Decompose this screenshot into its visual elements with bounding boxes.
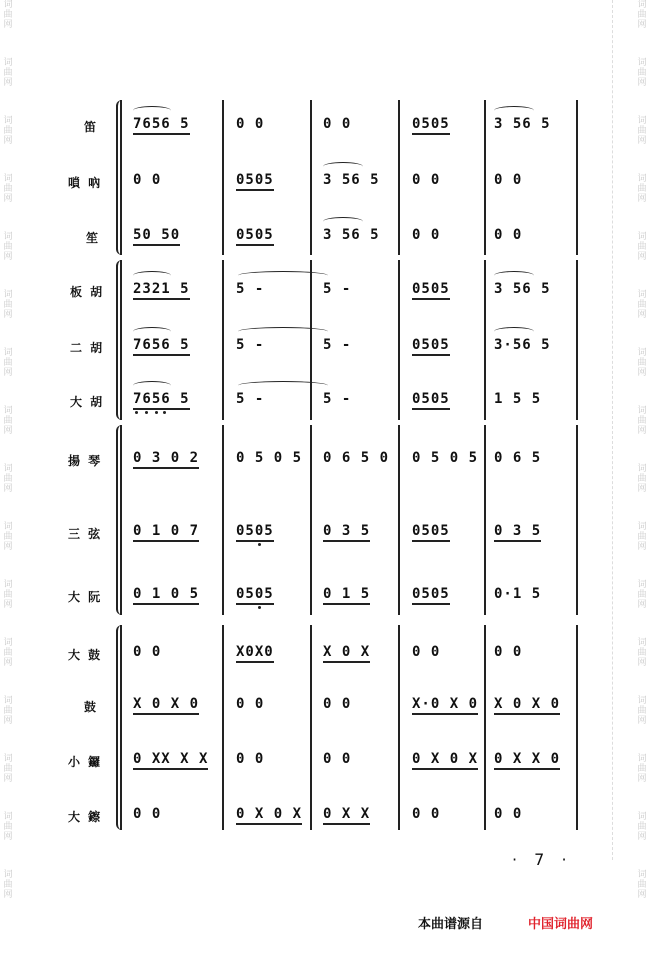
instrument-label: 小 鑼	[68, 755, 103, 769]
watermark-char: 网	[3, 890, 13, 900]
watermark-char: 曲	[3, 764, 13, 774]
measure-notes: 0·1 5	[494, 586, 542, 602]
watermark-char: 曲	[3, 532, 13, 542]
measure-notes: 3 56 5	[323, 172, 380, 188]
tie	[238, 381, 328, 390]
watermark-char: 词	[3, 754, 13, 764]
watermark-char: 曲	[3, 68, 13, 78]
measure-notes: 5 -	[236, 391, 265, 407]
slur	[494, 106, 534, 115]
watermark-char: 曲	[637, 184, 647, 194]
watermark-char: 网	[3, 658, 13, 668]
watermark-char: 网	[637, 252, 647, 262]
barline	[310, 260, 312, 420]
watermark-char: 网	[637, 426, 647, 436]
measure-notes: 3 56 5	[494, 281, 551, 297]
watermark-char: 曲	[637, 416, 647, 426]
instrument-label: 三 弦	[68, 527, 103, 541]
watermark-char: 曲	[637, 126, 647, 136]
measure-notes: 0 X X	[323, 806, 370, 825]
watermark-char: 网	[637, 310, 647, 320]
instrument-label: 二 胡	[70, 341, 105, 355]
watermark-char: 词	[3, 812, 13, 822]
watermark-char: 词	[637, 116, 647, 126]
instrument-label: 嗩 吶	[68, 176, 103, 190]
watermark-char: 词	[637, 696, 647, 706]
watermark-char: 曲	[637, 474, 647, 484]
measure-notes: 0 0	[236, 696, 265, 712]
watermark-char: 网	[637, 484, 647, 494]
watermark-char: 曲	[3, 10, 13, 20]
barline	[484, 260, 486, 420]
measure-notes: 7656 5	[133, 116, 190, 135]
barline	[576, 425, 578, 615]
octave-dot	[155, 411, 158, 414]
watermark-char: 网	[3, 716, 13, 726]
slur	[323, 162, 363, 171]
slur	[133, 271, 171, 280]
barline	[310, 425, 312, 615]
measure-notes: 0 X 0 X	[412, 751, 478, 770]
footer-source-label: 本曲谱源自	[418, 917, 484, 932]
measure-notes: 0505	[412, 523, 450, 542]
watermark-char: 词	[3, 174, 13, 184]
watermark-char: 网	[3, 310, 13, 320]
watermark-char: 词	[3, 638, 13, 648]
watermark-char: 曲	[637, 300, 647, 310]
watermark-char: 曲	[637, 648, 647, 658]
watermark-char: 曲	[3, 300, 13, 310]
watermark-char: 网	[3, 136, 13, 146]
instrument-label: 笛	[84, 120, 99, 134]
watermark-char: 网	[637, 600, 647, 610]
watermark-char: 词	[637, 870, 647, 880]
measure-notes: 0505	[412, 281, 450, 300]
instrument-label: 板 胡	[70, 285, 105, 299]
watermark-char: 网	[637, 890, 647, 900]
slur	[133, 106, 171, 115]
measure-notes: 0 1 0 5	[133, 586, 199, 605]
barline	[398, 100, 400, 255]
watermark-char: 词	[637, 58, 647, 68]
measure-notes: 0 5 0 5	[236, 450, 303, 466]
watermark-char: 网	[637, 774, 647, 784]
watermark-char: 词	[3, 406, 13, 416]
instrument-label: 揚 琴	[68, 454, 103, 468]
measure-notes: 0 X X 0	[494, 751, 560, 770]
watermark-char: 词	[3, 348, 13, 358]
measure-notes: 0505	[236, 172, 274, 191]
group-brace	[116, 625, 124, 830]
watermark-char: 词	[3, 870, 13, 880]
measure-notes: 0 0	[412, 227, 441, 243]
watermark-char: 词	[637, 522, 647, 532]
instrument-label: 笙	[86, 231, 101, 245]
octave-dot	[258, 543, 261, 546]
footer-site-name: 中国词曲网	[528, 917, 594, 932]
measure-notes: 0 0	[323, 751, 352, 767]
measure-notes: 0 0	[133, 644, 162, 660]
watermark-char: 曲	[3, 706, 13, 716]
watermark-char: 网	[3, 78, 13, 88]
measure-notes: 0 0	[412, 172, 441, 188]
barline	[484, 425, 486, 615]
measure-notes: 0 5 0 5	[412, 450, 479, 466]
watermark-char: 曲	[637, 532, 647, 542]
measure-notes: 0505	[412, 116, 450, 135]
octave-dot	[163, 411, 166, 414]
measure-notes: X0X0	[236, 644, 274, 663]
measure-notes: 0 6 5 0	[323, 450, 390, 466]
measure-notes: 0 1 5	[323, 586, 370, 605]
watermark-char: 词	[637, 464, 647, 474]
measure-notes: 2321 5	[133, 281, 190, 300]
slur	[494, 327, 534, 336]
watermark-char: 词	[637, 406, 647, 416]
watermark-char: 词	[3, 464, 13, 474]
measure-notes: 5 -	[236, 281, 265, 297]
measure-notes: 3·56 5	[494, 337, 551, 353]
watermark-char: 词	[3, 58, 13, 68]
measure-notes: 0 0	[494, 172, 523, 188]
watermark-char: 网	[637, 658, 647, 668]
watermark-char: 曲	[3, 242, 13, 252]
measure-notes: 0 X 0 X	[236, 806, 302, 825]
measure-notes: 0 3 5	[323, 523, 370, 542]
measure-notes: 50 50	[133, 227, 180, 246]
barline	[576, 260, 578, 420]
measure-notes: 0 0	[133, 806, 162, 822]
measure-notes: 0505	[236, 523, 274, 542]
watermark-char: 词	[3, 232, 13, 242]
group-brace	[116, 425, 124, 615]
measure-notes: 0 0	[412, 806, 441, 822]
watermark-char: 网	[3, 774, 13, 784]
measure-notes: 0505	[412, 337, 450, 356]
watermark-char: 词	[3, 696, 13, 706]
watermark-char: 网	[637, 716, 647, 726]
watermark-char: 词	[637, 580, 647, 590]
watermark-char: 网	[637, 542, 647, 552]
barline	[310, 100, 312, 255]
watermark-char: 曲	[3, 358, 13, 368]
measure-notes: 0 6 5	[494, 450, 542, 466]
tie	[238, 327, 328, 336]
measure-notes: 0505	[412, 391, 450, 410]
slur	[494, 271, 534, 280]
instrument-label: 鼓	[84, 700, 99, 714]
watermark-char: 网	[637, 368, 647, 378]
barline	[484, 100, 486, 255]
page-number: · 7 ·	[512, 850, 573, 869]
watermark-char: 曲	[637, 68, 647, 78]
watermark-char: 网	[3, 252, 13, 262]
measure-notes: 0 XX X X	[133, 751, 208, 770]
watermark-char: 词	[3, 116, 13, 126]
watermark-char: 词	[637, 638, 647, 648]
group-brace	[116, 260, 124, 420]
measure-notes: X 0 X	[323, 644, 370, 663]
measure-notes: 5 -	[323, 391, 352, 407]
instrument-label: 大 阮	[68, 590, 103, 604]
watermark-char: 网	[3, 426, 13, 436]
watermark-char: 词	[3, 522, 13, 532]
watermark-char: 曲	[637, 590, 647, 600]
watermark-char: 网	[3, 542, 13, 552]
measure-notes: 0 0	[236, 116, 265, 132]
measure-notes: X 0 X 0	[133, 696, 199, 715]
measure-notes: 0505	[236, 227, 274, 246]
tie	[238, 271, 328, 280]
measure-notes: 0 0	[236, 751, 265, 767]
watermark-char: 词	[637, 174, 647, 184]
watermark-char: 曲	[3, 822, 13, 832]
measure-notes: 0 0	[412, 644, 441, 660]
watermark-char: 网	[3, 368, 13, 378]
watermark-char: 曲	[637, 10, 647, 20]
watermark-char: 曲	[3, 590, 13, 600]
watermark-char: 曲	[3, 184, 13, 194]
watermark-right	[635, 0, 649, 928]
watermark-char: 词	[3, 580, 13, 590]
watermark-char: 词	[3, 0, 13, 10]
measure-notes: 3 56 5	[323, 227, 380, 243]
watermark-char: 词	[637, 232, 647, 242]
instrument-label: 大 鑔	[68, 810, 103, 824]
measure-notes: 7656 5	[133, 337, 190, 356]
measure-notes: 0 3 5	[494, 523, 541, 542]
watermark-char: 词	[637, 290, 647, 300]
slur	[133, 327, 171, 336]
measure-notes: 0 0	[323, 696, 352, 712]
watermark-char: 曲	[3, 474, 13, 484]
watermark-char: 曲	[637, 358, 647, 368]
watermark-char: 网	[3, 20, 13, 30]
barline	[222, 260, 224, 420]
watermark-char: 曲	[3, 416, 13, 426]
watermark-char: 曲	[637, 822, 647, 832]
barline	[398, 425, 400, 615]
measure-notes: X 0 X 0	[494, 696, 560, 715]
watermark-char: 网	[637, 832, 647, 842]
measure-notes: 5 -	[323, 281, 352, 297]
barline	[576, 100, 578, 255]
octave-dot	[258, 606, 261, 609]
watermark-char: 网	[3, 832, 13, 842]
watermark-char: 词	[637, 754, 647, 764]
barline	[222, 100, 224, 255]
measure-notes: 5 -	[236, 337, 265, 353]
measure-notes: 0505	[236, 586, 274, 605]
watermark-char: 曲	[637, 242, 647, 252]
watermark-char: 曲	[3, 648, 13, 658]
barline	[310, 625, 312, 830]
margin-guide	[612, 0, 613, 860]
measure-notes: 0 0	[494, 644, 523, 660]
barline	[484, 625, 486, 830]
barline	[398, 260, 400, 420]
watermark-char: 网	[3, 484, 13, 494]
watermark-char: 词	[637, 0, 647, 10]
octave-dot	[145, 411, 148, 414]
measure-notes: 0505	[412, 586, 450, 605]
watermark-char: 曲	[637, 880, 647, 890]
octave-dot	[135, 411, 138, 414]
barline	[398, 625, 400, 830]
watermark-char: 词	[637, 348, 647, 358]
watermark-char: 网	[637, 78, 647, 88]
measure-notes: 0 0	[494, 227, 523, 243]
measure-notes: 5 -	[323, 337, 352, 353]
watermark-char: 网	[3, 600, 13, 610]
slur	[323, 217, 363, 226]
watermark-char: 网	[637, 20, 647, 30]
measure-notes: 7656 5	[133, 391, 190, 410]
measure-notes: 1 5 5	[494, 391, 542, 407]
measure-notes: 3 56 5	[494, 116, 551, 132]
watermark-char: 网	[637, 136, 647, 146]
watermark-left	[1, 0, 15, 928]
slur	[133, 381, 171, 390]
watermark-char: 词	[637, 812, 647, 822]
measure-notes: 0 1 0 7	[133, 523, 199, 542]
watermark-char: 曲	[3, 880, 13, 890]
measure-notes: 0 3 0 2	[133, 450, 199, 469]
watermark-char: 网	[637, 194, 647, 204]
watermark-char: 曲	[637, 706, 647, 716]
barline	[222, 625, 224, 830]
group-brace	[116, 100, 124, 255]
instrument-label: 大 鼓	[68, 648, 103, 662]
barline	[222, 425, 224, 615]
watermark-char: 曲	[3, 126, 13, 136]
barline	[576, 625, 578, 830]
watermark-char: 词	[3, 290, 13, 300]
measure-notes: 0 0	[323, 116, 352, 132]
instrument-label: 大 胡	[70, 395, 105, 409]
watermark-char: 网	[3, 194, 13, 204]
measure-notes: X·0 X 0	[412, 696, 478, 715]
measure-notes: 0 0	[133, 172, 162, 188]
watermark-char: 曲	[637, 764, 647, 774]
measure-notes: 0 0	[494, 806, 523, 822]
